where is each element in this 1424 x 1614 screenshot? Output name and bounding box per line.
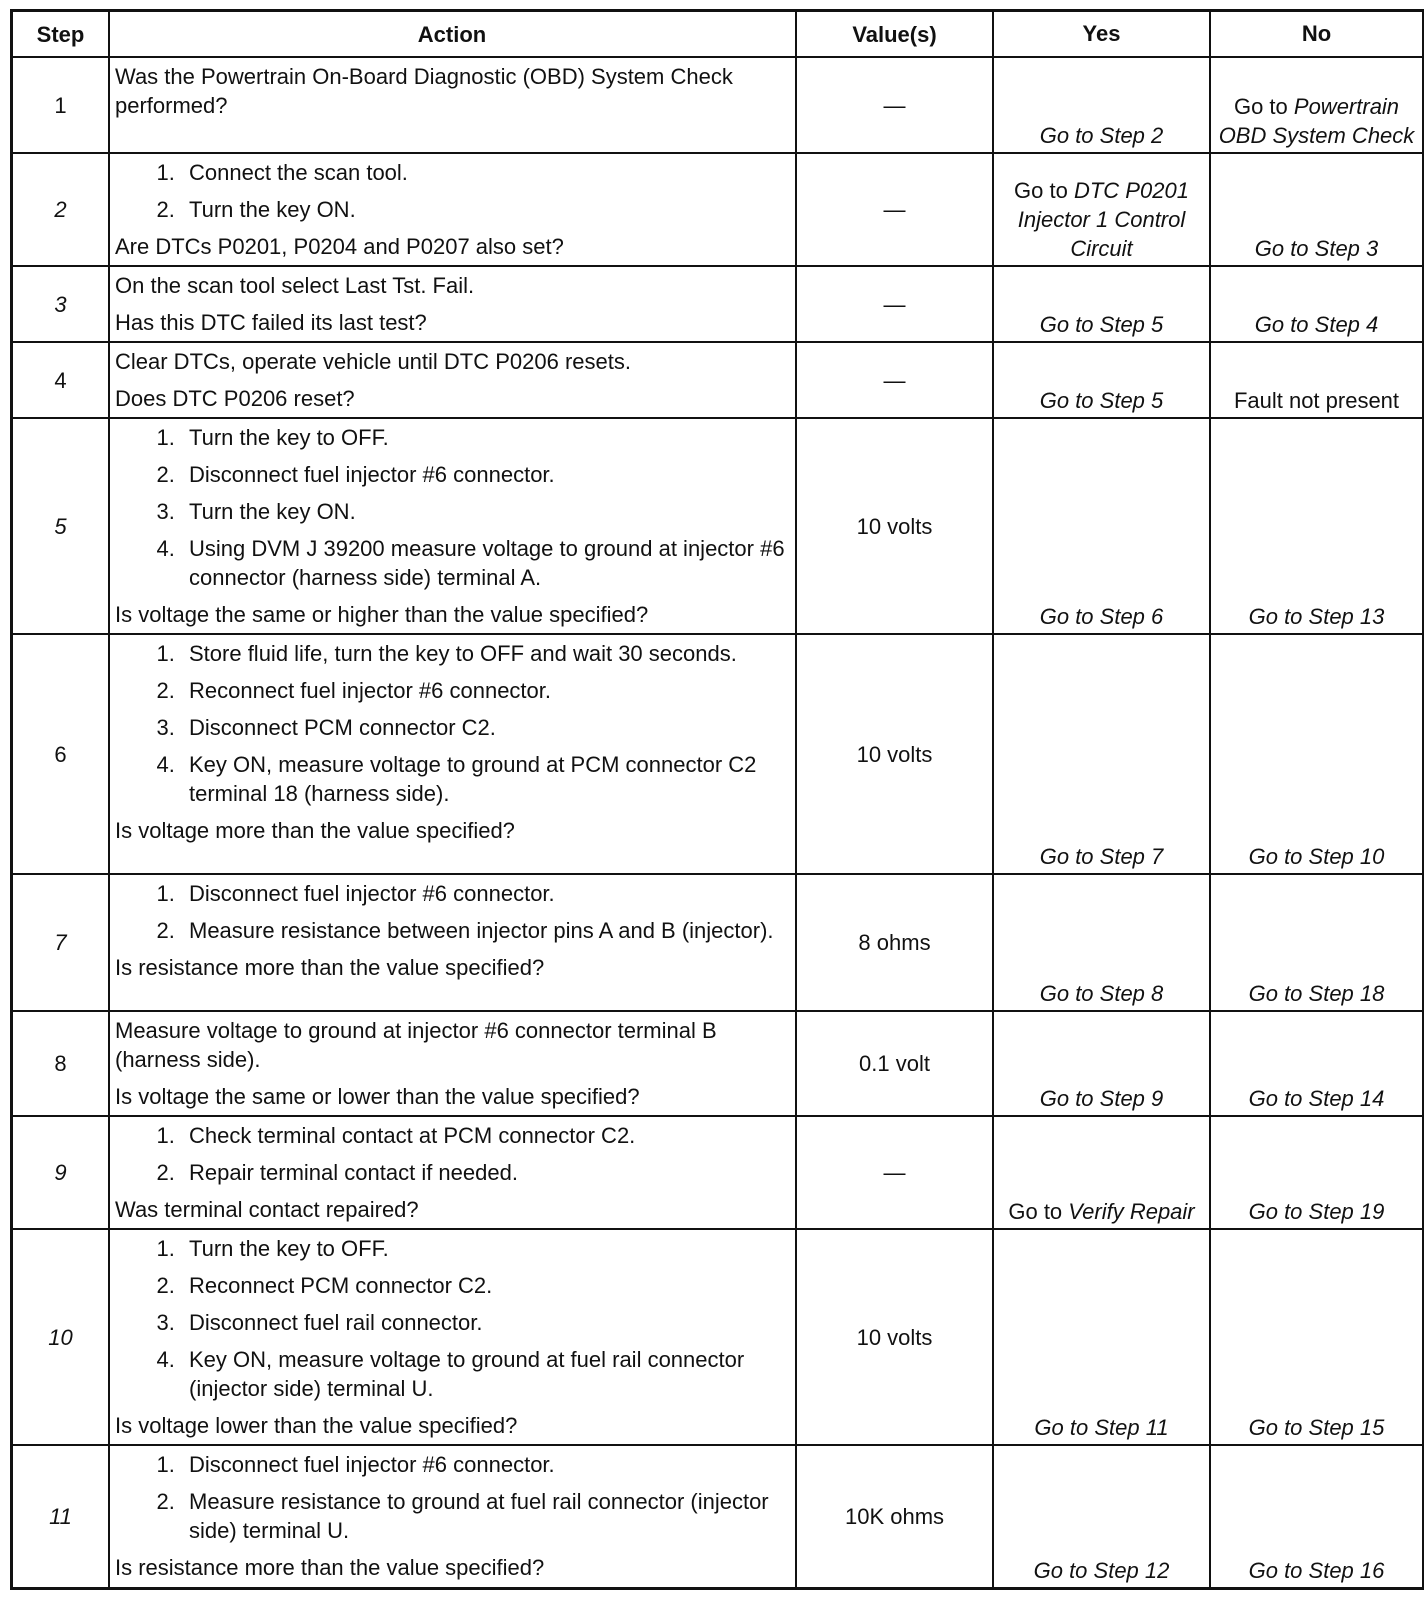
step-number: 10 xyxy=(12,1229,110,1445)
action-step-item: 2. Reconnect PCM connector C2. xyxy=(181,1271,789,1300)
header-action: Action xyxy=(109,11,796,58)
action-step-item: 4. Key ON, measure voltage to ground at fuel rail connector (injector side) terminal U. xyxy=(181,1345,789,1403)
no-cell xyxy=(1210,266,1424,342)
step-number: 9 xyxy=(12,1116,110,1229)
yes-link[interactable]: Go to Step 6 xyxy=(1039,604,1164,629)
action-step-item: 2. Turn the key ON. xyxy=(181,195,789,224)
header-row xyxy=(12,11,1424,58)
yes-cell xyxy=(993,634,1210,874)
action-step-item: 3. Disconnect fuel rail connector. xyxy=(181,1308,789,1337)
yes-prefix: Go to xyxy=(1008,1199,1063,1224)
action-steps-list xyxy=(115,1234,789,1403)
yes-prefix: Go to xyxy=(1014,178,1068,203)
no-cell xyxy=(1210,342,1424,418)
action-question: Has this DTC failed its last test? xyxy=(115,310,427,335)
action-cell xyxy=(109,1229,796,1445)
no-cell xyxy=(1210,1445,1424,1588)
header-no: No xyxy=(1210,11,1424,58)
step-number: 1 xyxy=(12,57,110,153)
action-step-item: 1. Turn the key to OFF. xyxy=(181,423,789,452)
step-number: 5 xyxy=(12,418,110,634)
table-row xyxy=(12,342,1424,418)
action-cell xyxy=(109,1445,796,1588)
header-yes: Yes xyxy=(993,11,1210,58)
value-cell: 8 ohms xyxy=(796,874,993,1011)
yes-cell xyxy=(993,1445,1210,1588)
no-link[interactable]: Go to Step 16 xyxy=(1248,1557,1385,1583)
action-steps-list xyxy=(115,639,789,808)
step-number: 3 xyxy=(12,266,110,342)
action-question: Is voltage the same or lower than the value specified? xyxy=(115,1084,640,1109)
yes-cell xyxy=(993,153,1210,266)
no-link[interactable]: Go to Step 18 xyxy=(1248,981,1385,1006)
no-cell xyxy=(1210,1229,1424,1445)
table-row xyxy=(12,634,1424,874)
action-cell xyxy=(109,1011,796,1116)
action-text: Measure voltage to ground at injector #6 connector terminal B (harness side). xyxy=(115,1018,717,1072)
action-step-item: 1. Turn the key to OFF. xyxy=(181,1234,789,1263)
action-cell xyxy=(109,342,796,418)
action-question: Is voltage lower than the value specified? xyxy=(115,1413,518,1438)
table-row xyxy=(12,418,1424,634)
value-cell: — xyxy=(796,342,993,418)
step-number: 8 xyxy=(12,1011,110,1116)
yes-cell xyxy=(993,57,1210,153)
step-number: 11 xyxy=(12,1445,110,1588)
no-link[interactable]: Go to Step 15 xyxy=(1248,1415,1385,1440)
no-link[interactable]: Go to Step 3 xyxy=(1254,236,1379,261)
table-row xyxy=(12,1445,1424,1588)
action-text: On the scan tool select Last Tst. Fail. xyxy=(115,273,475,298)
action-question: Is voltage more than the value specified? xyxy=(115,818,515,843)
yes-cell xyxy=(993,1011,1210,1116)
action-step-item: 1. Check terminal contact at PCM connector C2. xyxy=(181,1121,789,1150)
action-step-item: 1. Store fluid life, turn the key to OFF and wait 30 seconds. xyxy=(181,639,789,668)
action-step-item: 2. Disconnect fuel injector #6 connector. xyxy=(181,460,789,489)
table-body xyxy=(12,57,1424,1588)
action-question: Does DTC P0206 reset? xyxy=(115,386,355,411)
step-number: 4 xyxy=(12,342,110,418)
no-cell xyxy=(1210,1116,1424,1229)
table-row xyxy=(12,874,1424,1011)
action-steps-list xyxy=(115,1450,789,1545)
action-step-item: 2. Measure resistance to ground at fuel rail connector (injector side) terminal U. xyxy=(181,1487,789,1545)
action-cell xyxy=(109,153,796,266)
yes-link[interactable]: Go to Step 12 xyxy=(1033,1557,1170,1583)
action-question: Is resistance more than the value specified? xyxy=(115,955,545,980)
no-link[interactable]: Go to Step 13 xyxy=(1248,604,1385,629)
yes-link[interactable]: Go to Step 2 xyxy=(1039,123,1164,148)
no-link[interactable]: Go to Step 14 xyxy=(1248,1086,1385,1111)
table-row xyxy=(12,1011,1424,1116)
yes-link[interactable]: DTC P0201 Injector 1 Control Circuit xyxy=(1017,178,1189,261)
no-cell xyxy=(1210,634,1424,874)
action-step-item: 1. Disconnect fuel injector #6 connector. xyxy=(181,1450,789,1479)
yes-link[interactable]: Go to Step 11 xyxy=(1034,1415,1169,1440)
action-cell xyxy=(109,418,796,634)
table-row xyxy=(12,153,1424,266)
action-cell xyxy=(109,1116,796,1229)
no-prefix: Go to xyxy=(1233,94,1288,119)
action-steps-list xyxy=(115,879,789,945)
table-row xyxy=(12,1229,1424,1445)
yes-cell xyxy=(993,342,1210,418)
action-cell xyxy=(109,266,796,342)
no-link[interactable]: Go to Step 4 xyxy=(1254,312,1379,337)
value-cell: 10 volts xyxy=(796,418,993,634)
action-cell xyxy=(109,874,796,1011)
action-text: Was the Powertrain On-Board Diagnostic (OBD) System Check performed? xyxy=(115,64,733,118)
action-question: Is voltage the same or higher than the value specified? xyxy=(115,602,649,627)
action-step-item: 1. Connect the scan tool. xyxy=(181,158,789,187)
action-step-item: 2. Measure resistance between injector pins A and B (injector). xyxy=(181,916,789,945)
action-steps-list xyxy=(115,158,789,224)
value-cell: — xyxy=(796,1116,993,1229)
action-step-item: 4. Key ON, measure voltage to ground at PCM connector C2 terminal 18 (harness side). xyxy=(181,750,789,808)
yes-cell xyxy=(993,418,1210,634)
no-cell xyxy=(1210,874,1424,1011)
no-cell xyxy=(1210,153,1424,266)
no-cell xyxy=(1210,1011,1424,1116)
value-cell: — xyxy=(796,57,993,153)
yes-link[interactable]: Go to Step 8 xyxy=(1039,981,1164,1006)
value-cell: — xyxy=(796,266,993,342)
action-step-item: 2. Reconnect fuel injector #6 connector. xyxy=(181,676,789,705)
no-link[interactable]: Go to Step 10 xyxy=(1248,844,1385,869)
action-step-item: 2. Repair terminal contact if needed. xyxy=(181,1158,789,1187)
no-cell xyxy=(1210,418,1424,634)
value-cell: 10 volts xyxy=(796,634,993,874)
no-link[interactable]: Go to Step 19 xyxy=(1248,1199,1385,1224)
action-step-item: 4. Using DVM J 39200 measure voltage to ground at injector #6 connector (harness side) terminal A. xyxy=(181,534,789,592)
yes-link[interactable]: Go to Step 9 xyxy=(1039,1086,1164,1111)
no-prefix: Fault not present xyxy=(1233,388,1400,413)
header-values: Value(s) xyxy=(796,11,993,58)
action-text: Clear DTCs, operate vehicle until DTC P0206 resets. xyxy=(115,349,631,374)
step-number: 6 xyxy=(12,634,110,874)
yes-link[interactable]: Verify Repair xyxy=(1068,1199,1195,1224)
header-step: Step xyxy=(12,11,110,58)
yes-cell xyxy=(993,266,1210,342)
table-row xyxy=(12,1116,1424,1229)
action-step-item: 3. Disconnect PCM connector C2. xyxy=(181,713,789,742)
step-number: 2 xyxy=(12,153,110,266)
table-row xyxy=(12,57,1424,153)
no-cell xyxy=(1210,57,1424,153)
yes-link[interactable]: Go to Step 5 xyxy=(1039,388,1164,413)
value-cell: — xyxy=(796,153,993,266)
no-link[interactable]: Powertrain OBD System Check xyxy=(1218,94,1415,148)
action-cell xyxy=(109,57,796,153)
value-cell: 0.1 volt xyxy=(796,1011,993,1116)
yes-cell xyxy=(993,874,1210,1011)
action-cell xyxy=(109,634,796,874)
action-steps-list xyxy=(115,1121,789,1187)
action-question: Is resistance more than the value specified? xyxy=(115,1555,545,1580)
action-step-item: 3. Turn the key ON. xyxy=(181,497,789,526)
yes-cell xyxy=(993,1116,1210,1229)
step-number: 7 xyxy=(12,874,110,1011)
value-cell: 10 volts xyxy=(796,1229,993,1445)
yes-link[interactable]: Go to Step 5 xyxy=(1039,312,1164,337)
yes-cell xyxy=(993,1229,1210,1445)
diagnostic-table xyxy=(10,9,1424,1590)
action-steps-list xyxy=(115,423,789,592)
table-row xyxy=(12,266,1424,342)
action-step-item: 1. Disconnect fuel injector #6 connector. xyxy=(181,879,789,908)
yes-link[interactable]: Go to Step 7 xyxy=(1039,844,1164,869)
action-question: Are DTCs P0201, P0204 and P0207 also set? xyxy=(115,234,564,259)
action-question: Was terminal contact repaired? xyxy=(115,1197,419,1222)
value-cell: 10K ohms xyxy=(796,1445,993,1588)
